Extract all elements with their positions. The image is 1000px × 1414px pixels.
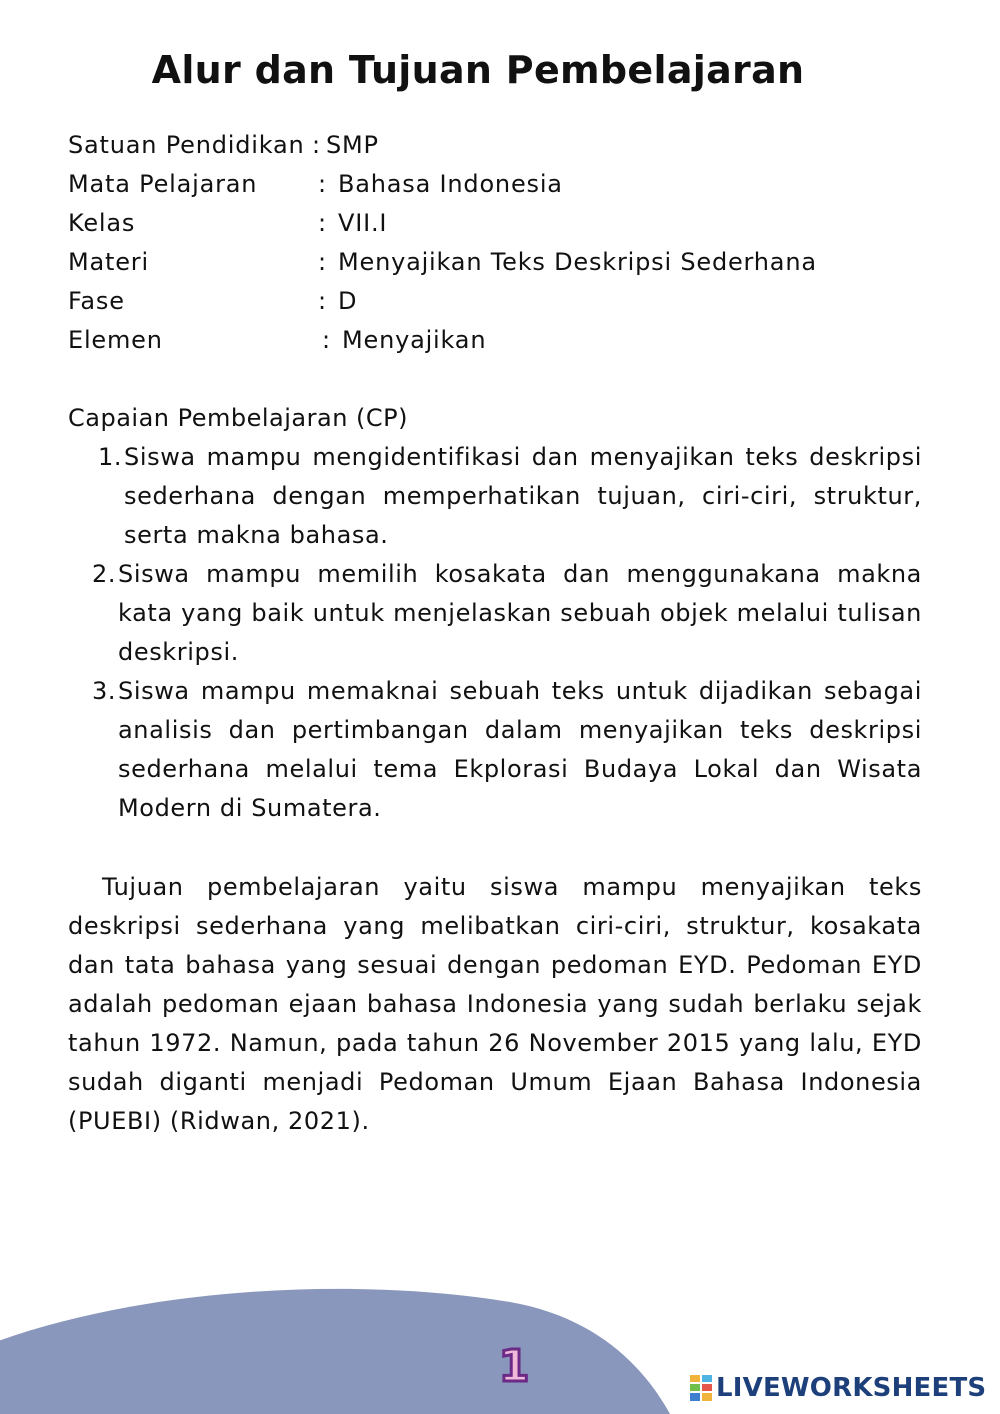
identity-row xyxy=(68,126,817,165)
identity-colon: : xyxy=(322,326,331,354)
cp-item-number: 1. xyxy=(98,443,123,471)
cp-item-number: 2. xyxy=(92,560,117,588)
cp-item xyxy=(92,438,922,555)
identity-row xyxy=(68,204,817,243)
identity-label: Mata Pelajaran xyxy=(68,170,258,198)
identity-colon: : xyxy=(318,209,327,237)
cp-heading: Capaian Pembelajaran (CP) xyxy=(68,404,409,432)
identity-label: Materi xyxy=(68,248,149,276)
identity-colon: : xyxy=(318,248,327,276)
identity-value: Menyajikan xyxy=(342,326,487,354)
liveworksheets-brand-text[interactable]: LIVEWORKSHEETS xyxy=(716,1373,987,1403)
identity-value: Bahasa Indonesia xyxy=(338,170,563,198)
identity-label: Satuan Pendidikan xyxy=(68,131,305,159)
cp-item-text: Siswa mampu memaknai sebuah teks untuk dijadikan sebagai analisis dan pertimbangan dalam menyajikan teks deskripsi sederhana melalui tema Ekplorasi Budaya Lokal dan Wisata Modern di Sumatera. xyxy=(118,677,922,822)
identity-colon: : xyxy=(318,287,327,315)
page-title: Alur dan Tujuan Pembelajaran xyxy=(151,48,805,92)
identity-row xyxy=(68,282,817,321)
bottom-wave-shape xyxy=(0,1289,670,1414)
cp-item xyxy=(92,555,922,672)
liveworksheets-logo-icon xyxy=(690,1375,712,1401)
identity-value: SMP xyxy=(326,131,379,159)
identity-value: VII.I xyxy=(338,209,388,237)
identity-label: Fase xyxy=(68,287,125,315)
identity-colon: : xyxy=(318,170,327,198)
liveworksheets-brand[interactable] xyxy=(690,1372,986,1404)
identity-label: Elemen xyxy=(68,326,163,354)
identity-value: D xyxy=(338,287,358,315)
identity-colon: : xyxy=(312,131,321,159)
identity-value: Menyajikan Teks Deskripsi Sederhana xyxy=(338,248,817,276)
identity-label: Kelas xyxy=(68,209,136,237)
cp-item-text: Siswa mampu memilih kosakata dan menggunakana makna kata yang baik untuk menjelaskan sebuah objek melalui tulisan deskripsi. xyxy=(118,560,922,666)
identity-table xyxy=(68,126,817,360)
identity-row xyxy=(68,165,817,204)
identity-row xyxy=(68,243,817,282)
page-number: 1 xyxy=(498,1341,530,1392)
tujuan-paragraph: Tujuan pembelajaran yaitu siswa mampu menyajikan teks deskripsi sederhana yang melibatkan ciri-ciri, struktur, kosakata dan tata bahasa yang sesuai dengan pedoman EYD. Pedoman EYD adalah pedoman ejaan bahasa Indonesia yang sudah berlaku sejak tahun 1972. Namun, pada tahun 26 November 2015 yang lalu, EYD sudah diganti menjadi Pedoman Umum Ejaan Bahasa Indonesia (PUEBI) (Ridwan, 2021). xyxy=(68,873,922,1135)
bottom-decorative-shape xyxy=(0,1280,670,1414)
cp-item-number: 3. xyxy=(92,677,117,705)
identity-row xyxy=(68,321,817,360)
cp-item-text: Siswa mampu mengidentifikasi dan menyajikan teks deskripsi sederhana dengan memperhatikan tujuan, ciri-ciri, struktur, serta makna bahasa. xyxy=(124,443,922,549)
cp-list xyxy=(92,438,922,828)
cp-item xyxy=(92,672,922,828)
